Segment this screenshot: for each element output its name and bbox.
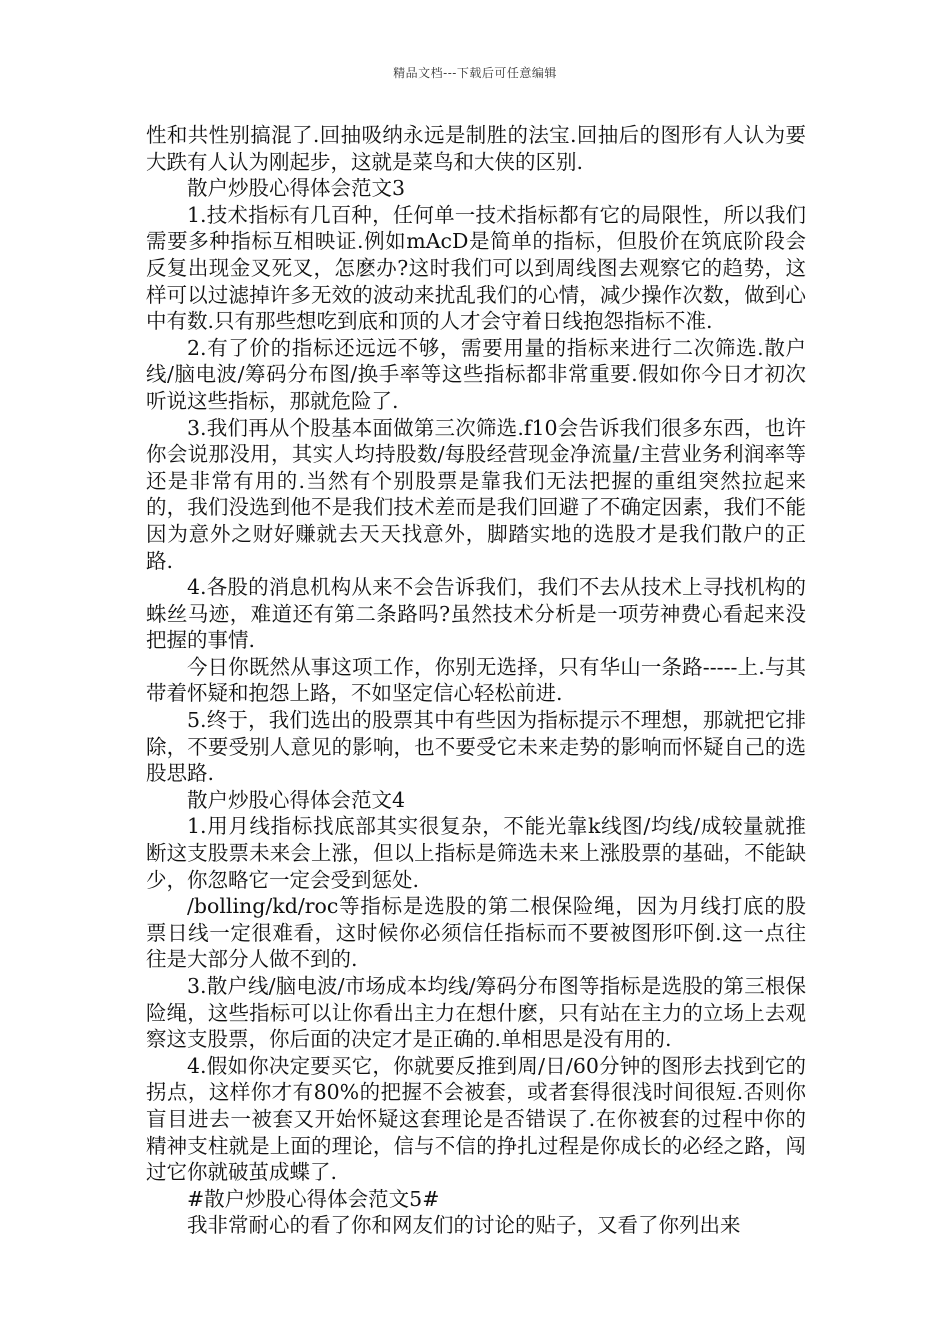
section-heading: 散户炒股心得体会范文3	[187, 176, 406, 201]
paragraph: 4.假如你决定要买它，你就要反推到周/日/60分钟的图形去找到它的拐点，这样你才有80%的把握不会被套，或者套得很浅时间很短.否则你盲目进去一被套又开始怀疑这套理论是否错误了.在你被套的过程中你的精神支柱就是上面的理论，信与不信的挣扎过程是你成长的必经之路，闯过它你就破茧成蝶了.	[146, 1053, 806, 1185]
paragraph: 1.技术指标有几百种，任何单一技术指标都有它的局限性，所以我们需要多种指标互相映证.例如mAcD是简单的指标，但股价在筑底阶段会反复出现金叉死叉，怎麽办?这时我们可以到周线图去观察它的趋势，这样可以过滤掉许多无效的波动来扰乱我们的心情，减少操作次数，做到心中有数.只有那些想吃到底和顶的人才会守着日线抱怨指标不准.	[146, 202, 806, 334]
section-heading: #散户炒股心得体会范文5#	[187, 1186, 440, 1211]
page-header: 精品文档---下载后可任意编辑	[393, 66, 557, 80]
paragraph: 4.各股的消息机构从来不会告诉我们，我们不去从技术上寻找机构的蛛丝马迹，难道还有第二条路吗?虽然技术分析是一项劳神费心看起来没把握的事情.	[146, 575, 806, 653]
paragraph: 5.终于，我们选出的股票其中有些因为指标提示不理想，那就把它排除，不要受别人意见的影响，也不要受它未来走势的影响而怀疑自己的选股思路.	[146, 708, 806, 786]
paragraph: 2.有了价的指标还远远不够，需要用量的指标来进行二次筛选.散户线/脑电波/筹码分布图/换手率等这些指标都非常重要.假如你今日才初次听说这些指标，那就危险了.	[146, 335, 806, 413]
section-heading: 散户炒股心得体会范文4	[187, 787, 406, 812]
paragraph: 3.我们再从个股基本面做第三次筛选.f10会告诉我们很多东西，也许你会说那没用，其实人均持股数/每股经营现金净流量/主营业务利润率等还是非常有用的.当然有个别股票是靠我们无法把握的重组突然拉起来的，我们没选到他不是我们技术差而是我们回避了不确定因素，我们不能因为意外之财好赚就去天天找意外，脚踏实地的选股才是我们散户的正路.	[146, 415, 806, 573]
paragraph: 1.用月线指标找底部其实很复杂，不能光靠k线图/均线/成较量就推断这支股票未来会上涨，但以上指标是筛选未来上涨股票的基础，不能缺少，你忽略它一定会受到惩处.	[146, 814, 806, 892]
document-body	[146, 122, 806, 1239]
paragraph: /bolling/kd/roc等指标是选股的第二根保险绳，因为月线打底的股票日线一定很难看，这时候你必须信任指标而不要被图形吓倒.这一点往往是大部分人做不到的.	[146, 894, 806, 972]
paragraph: 今日你既然从事这项工作，你别无选择，只有华山一条路-----上.与其带着怀疑和抱怨上路，不如坚定信心轻松前进.	[146, 654, 806, 706]
paragraph: 我非常耐心的看了你和网友们的讨论的贴子，又看了你列出来	[187, 1213, 741, 1238]
paragraph: 3.散户线/脑电波/市场成本均线/筹码分布图等指标是选股的第三根保险绳，这些指标可以让你看出主力在想什麽，只有站在主力的立场上去观察这支股票，你后面的决定才是正确的.单相思是没有用的.	[146, 974, 806, 1052]
paragraph: 性和共性别搞混了.回抽吸纳永远是制胜的法宝.回抽后的图形有人认为要大跌有人认为刚起步，这就是菜鸟和大侠的区别.	[146, 123, 806, 174]
